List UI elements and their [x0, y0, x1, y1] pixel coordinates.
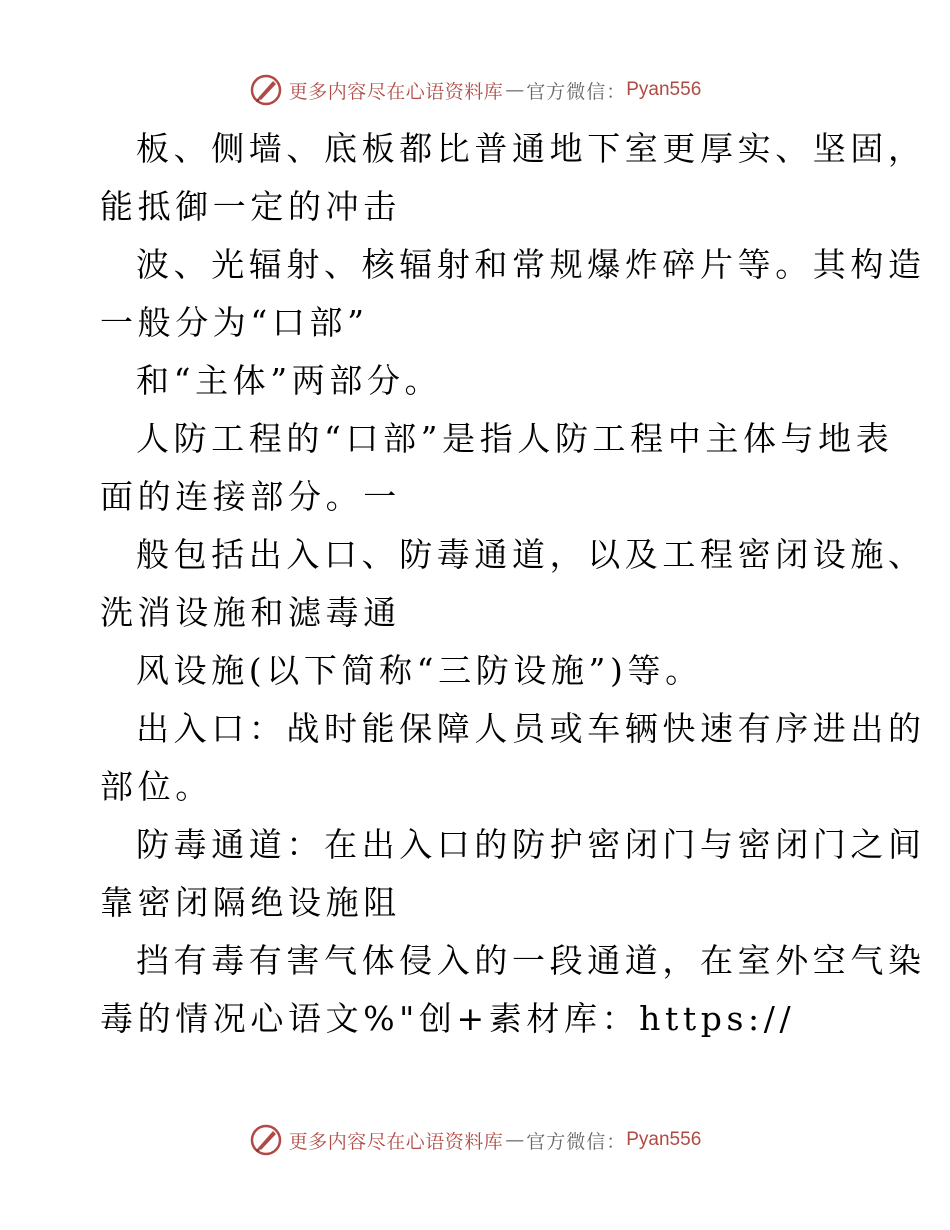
watermark-separator: — [505, 1129, 525, 1151]
header-watermark [0, 70, 950, 110]
text-line: 毒的情况心语文%"创+素材库：https:// [100, 999, 796, 1038]
text-line: 人防工程的“口部”是指人防工程中主体与地表 [136, 419, 894, 458]
text-line: 出入口：战时能保障人员或车辆快速有序进出的 [136, 709, 926, 748]
text-line: 板、侧墙、底板都比普通地下室更厚实、坚固， [136, 129, 926, 168]
text-line: 能抵御一定的冲击 [100, 187, 401, 226]
watermark-separator: — [505, 79, 525, 101]
watermark-wechat-id: Pyan556 [626, 79, 702, 100]
text-line: 部位。 [100, 767, 213, 806]
document-body [100, 120, 926, 1048]
watermark-wechat-id: Pyan556 [626, 1129, 702, 1150]
text-line: 面的连接部分。一 [100, 477, 401, 516]
text-line: 一般分为“口部” [100, 303, 369, 342]
text-line: 和“主体”两部分。 [136, 361, 443, 400]
text-line: 挡有毒有害气体侵入的一段通道，在室外空气染 [136, 941, 926, 980]
quill-pen-logo-icon [249, 1123, 283, 1157]
text-line: 般包括出入口、防毒通道，以及工程密闭设施、 [136, 535, 926, 574]
text-line: 波、光辐射、核辐射和常规爆炸碎片等。其构造 [136, 245, 926, 284]
text-line: 防毒通道：在出入口的防护密闭门与密闭门之间 [136, 825, 926, 864]
text-line: 靠密闭隔绝设施阻 [100, 883, 401, 922]
watermark-main-text: 更多内容尽在心语资料库 [288, 1130, 504, 1153]
footer-watermark [0, 1120, 950, 1160]
text-line: 洗消设施和滤毒通 [100, 593, 401, 632]
text-line: 风设施(以下简称“三防设施”)等。 [136, 651, 703, 690]
quill-pen-logo-icon [249, 73, 283, 107]
watermark-official-label: 官方微信： [526, 1130, 627, 1153]
watermark-official-label: 官方微信： [526, 80, 627, 103]
watermark-main-text: 更多内容尽在心语资料库 [288, 80, 504, 103]
